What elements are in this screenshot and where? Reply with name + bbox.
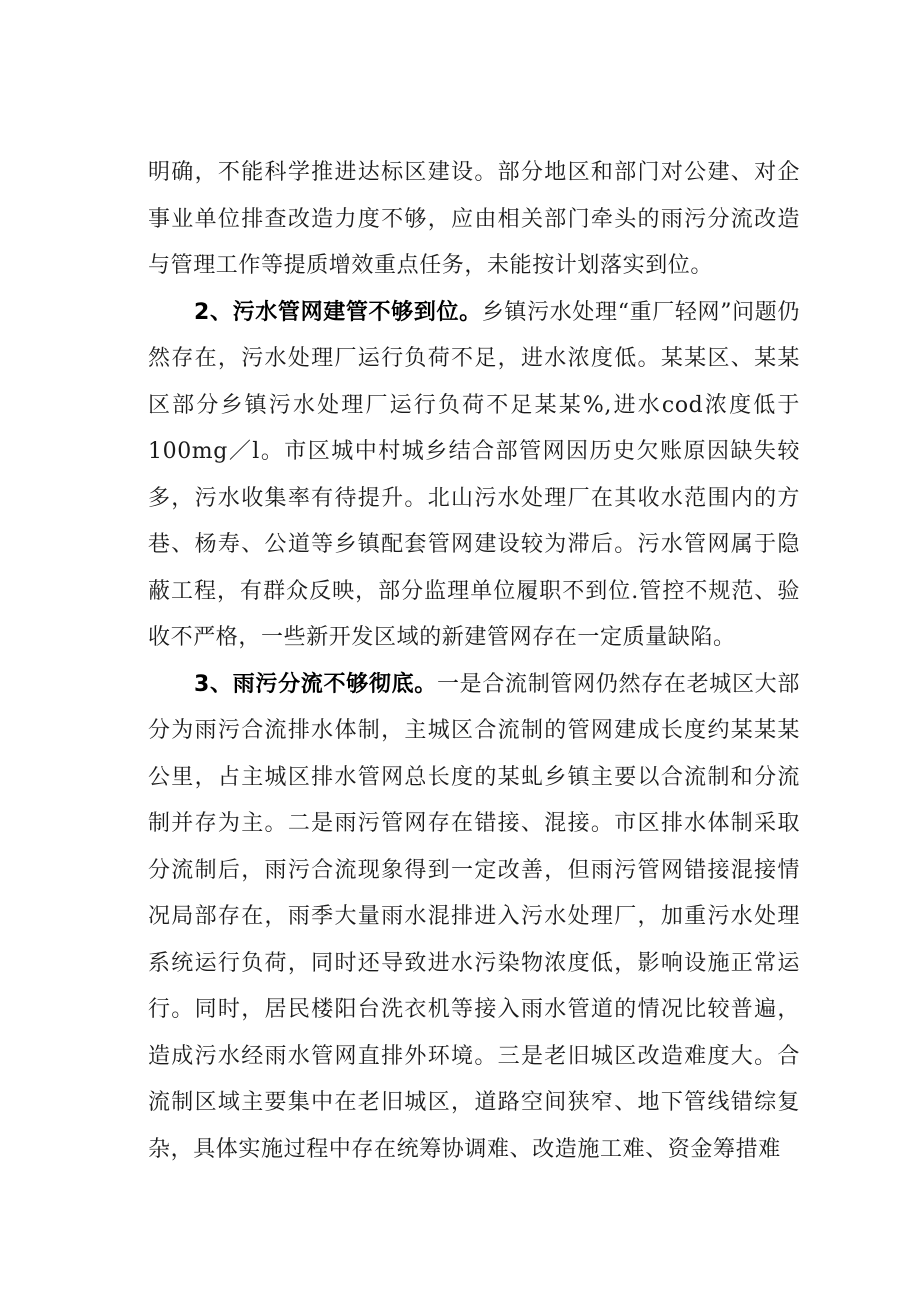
paragraph-2-heading: 2、污水管网建管不够到位。 [194, 299, 482, 325]
paragraph-sewage-network [148, 290, 800, 662]
paragraph-1-text: 明确，不能科学推进达标区建设。部分地区和部门对公建、对企事业单位排查改造力度不够，应由相关部门牵头的雨污分流改造与管理工作等提质增效重点任务，未能按计划落实到位。 [148, 160, 800, 278]
document-body [148, 150, 800, 1173]
paragraph-3-heading: 3、雨污分流不够彻底。 [194, 671, 437, 697]
paragraph-rain-sewage-separation [148, 662, 800, 1174]
paragraph-continuation [148, 150, 800, 290]
paragraph-3-text: 一是合流制管网仍然存在老城区大部分为雨污合流排水体制，主城区合流制的管网建成长度约某某某公里，占主城区排水管网总长度的某虬乡镇主要以合流制和分流制并存为主。二是雨污管网存在错接、混接。市区排水体制采取分流制后，雨污合流现象得到一定改善，但雨污管网错接混接情况局部存在，雨季大量雨水混排进入污水处理厂，加重污水处理系统运行负荷，同时还导致进水污染物浓度低，影响设施正常运行。同时，居民楼阳台洗衣机等接入雨水管道的情况比较普遍，造成污水经雨水管网直排外环境。三是老旧城区改造难度大。合流制区域主要集中在老旧城区，道路空间狭窄、地下管线错综复杂，具体实施过程中存在统筹协调难、改造施工难、资金筹措难 [148, 671, 800, 1162]
paragraph-2-text: 乡镇污水处理“重厂轻网”问题仍然存在，污水处理厂运行负荷不足，进水浓度低。某某区、某某区部分乡镇污水处理厂运行负荷不足某某%,进水cod浓度低于100mg／l。市区城中村城乡结合部管网因历史欠账原因缺失较多，污水收集率有待提升。北山污水处理厂在其收水范围内的方巷、杨寿、公道等乡镇配套管网建设较为滞后。污水管网属于隐蔽工程，有群众反映，部分监理单位履职不到位.管控不规范、验收不严格，一些新开发区域的新建管网存在一定质量缺陷。 [148, 299, 800, 650]
